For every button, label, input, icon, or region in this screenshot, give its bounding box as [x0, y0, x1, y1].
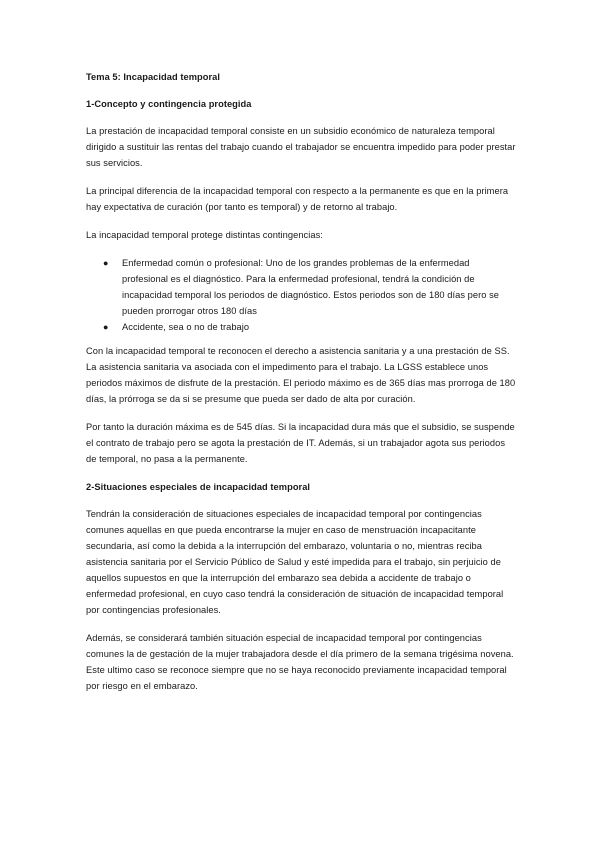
list-item	[86, 319, 518, 335]
paragraph: La prestación de incapacidad temporal consiste en un subsidio económico de naturaleza temporal dirigido a sustituir las rentas del trabajo cuando el trabajador se encuentra impedido para poder prestar sus servicios.	[86, 126, 516, 168]
section-heading-concepto: 1-Concepto y contingencia protegida	[86, 99, 252, 109]
bullet-icon: ●	[103, 322, 109, 332]
list-item	[86, 255, 518, 319]
paragraph: Con la incapacidad temporal te reconocen el derecho a asistencia sanitaria y a una prestación de SS. La asistencia sanitaria va asociada con el impedimento para el trabajo. La LGSS establece unos periodos máximos de disfrute de la prestación. El periodo máximo es de 365 días mas prorroga de 180 días, la prórroga se da si se presume que pueda ser dado de alta por curación.	[86, 346, 516, 404]
paragraph: Además, se considerará también situación especial de incapacidad temporal por contingencias comunes la de gestación de la mujer trabajadora desde el día primero de la semana trigésima novena. Este ultimo caso se reconoce siempre que no se haya reconocido previamente incapacidad temporal por riesgo en el embarazo.	[86, 633, 514, 691]
paragraph: Por tanto la duración máxima es de 545 días. Si la incapacidad dura más que el subsidio, se suspende el contrato de trabajo pero se agota la prestación de IT. Además, si un trabajador agota sus periodos de temporal, no pasa a la permanente.	[86, 422, 515, 464]
section-heading-situaciones-especiales: 2-Situaciones especiales de incapacidad temporal	[86, 482, 311, 492]
list-item-text: Enfermedad común o profesional: Uno de los grandes problemas de la enfermedad profesional es el diagnóstico. Para la enfermedad profesional, tendrá la condición de incapacidad temporal los periodos de diagnóstico. Estos periodos son de 180 días pero se pueden prorrogar otros 180 días	[122, 258, 500, 316]
document-body	[86, 69, 518, 706]
contingencies-list	[86, 255, 518, 335]
bullet-icon: ●	[103, 258, 109, 268]
list-item-text: Accidente, sea o no de trabajo	[122, 322, 250, 332]
paragraph: La principal diferencia de la incapacidad temporal con respecto a la permanente es que en la primera hay expectativa de curación (por tanto es temporal) y de retorno al trabajo.	[86, 186, 509, 212]
paragraph: La incapacidad temporal protege distintas contingencias:	[86, 230, 323, 240]
paragraph: Tendrán la consideración de situaciones especiales de incapacidad temporal por contingencias comunes aquellas en que pueda encontrarse la mujer en caso de menstruación incapacitante secundaria, así como la debida a la interrupción del embarazo, voluntaria o no, mientras reciba asistencia sanitaria por el Servicio Público de Salud y esté impedida para el trabajo, sin perjuicio de aquellos supuestos en que la interrupción del embarazo sea debida a accidente de trabajo o enfermedad profesional, en cuyo caso tendrá la consideración de situación de incapacidad temporal por contingencias profesionales.	[86, 509, 504, 615]
document-title: Tema 5: Incapacidad temporal	[86, 72, 221, 82]
